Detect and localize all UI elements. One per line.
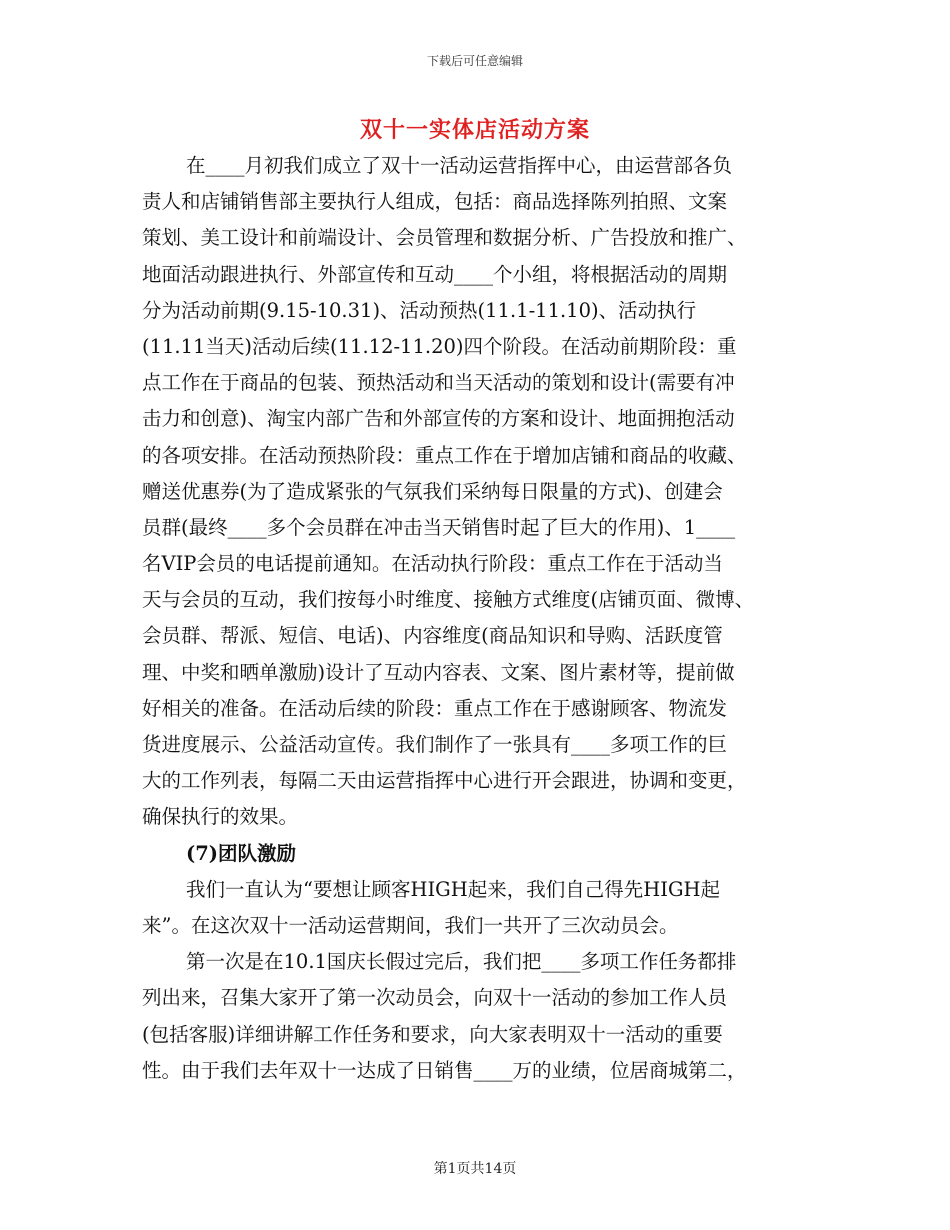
text-line: 第一次是在10.1国庆长假过完后，我们把____多项工作任务都排 <box>186 950 737 974</box>
text-line: 列出来，召集大家开了第一次动员会，向双十一活动的参加工作人员 <box>142 986 728 1010</box>
text-line: 策划、美工设计和前端设计、会员管理和数据分析、广告投放和推广、 <box>142 226 747 250</box>
text-line: 货进度展示、公益活动宣传。我们制作了一张具有____多项工作的巨 <box>142 733 728 756</box>
text-line: 点工作在于商品的包装、预热活动和当天活动的策划和设计(需要有冲 <box>142 371 735 395</box>
text-line: 确保执行的效果。 <box>142 805 299 829</box>
text-line: 赠送优惠券(为了造成紧张的气氛我们采纳每日限量的方式)、创建会 <box>142 479 723 503</box>
text-line: 会员群、帮派、短信、电话)、内容维度(商品知识和导购、活跃度管 <box>142 624 723 648</box>
page-footer: 第1页共14页 <box>433 1161 517 1177</box>
text-line: (11.11当天)活动后续(11.12-11.20)四个阶段。在活动前期阶段：重 <box>142 334 737 358</box>
text-line: 名VIP会员的电话提前通知。在活动执行阶段：重点工作在于活动当 <box>142 552 723 576</box>
text-line: 性。由于我们去年双十一达成了日销售____万的业绩，位居商城第二， <box>142 1058 747 1082</box>
section-heading: (7)团队激励 <box>186 841 297 865</box>
text-line: (包括客服)详细讲解工作任务和要求，向大家表明双十一活动的重要 <box>142 1022 723 1046</box>
body-text <box>142 148 832 1089</box>
text-line: 地面活动跟进执行、外部宣传和互动____个小组，将根据活动的周期 <box>142 262 728 286</box>
text-line: 我们一直认为“要想让顾客HIGH起来，我们自己得先HIGH起 <box>186 877 721 901</box>
text-line: 的各项安排。在活动预热阶段：重点工作在于增加店铺和商品的收藏、 <box>142 443 747 467</box>
header-note: 下载后可任意编辑 <box>426 54 523 68</box>
document-title: 双十一实体店活动方案 <box>359 117 590 143</box>
text-line: 好相关的准备。在活动后续的阶段：重点工作在于感谢顾客、物流发 <box>142 696 728 720</box>
text-line: 击力和创意)、淘宝内部广告和外部宣传的方案和设计、地面拥抱活动 <box>142 407 735 431</box>
text-line: 分为活动前期(9.15-10.31)、活动预热(11.1-11.10)、活动执行 <box>142 298 697 322</box>
text-line: 员群(最终____多个会员群在冲击当天销售时起了巨大的作用)、1____ <box>142 515 736 539</box>
text-line: 大的工作列表，每隔二天由运营指挥中心进行开会跟进，协调和变更， <box>142 769 747 793</box>
text-line: 理、中奖和晒单激励)设计了互动内容表、文案、图片素材等，提前做 <box>142 660 735 684</box>
text-line: 在____月初我们成立了双十一活动运营指挥中心，由运营部各负 <box>186 154 733 177</box>
text-line: 天与会员的互动，我们按每小时维度、接触方式维度(店铺页面、微博、 <box>142 588 755 612</box>
text-line: 来”。在这次双十一活动运营期间，我们一共开了三次动员会。 <box>142 913 679 937</box>
text-line: 责人和店铺销售部主要执行人组成，包括：商品选择陈列拍照、文案 <box>142 190 728 214</box>
